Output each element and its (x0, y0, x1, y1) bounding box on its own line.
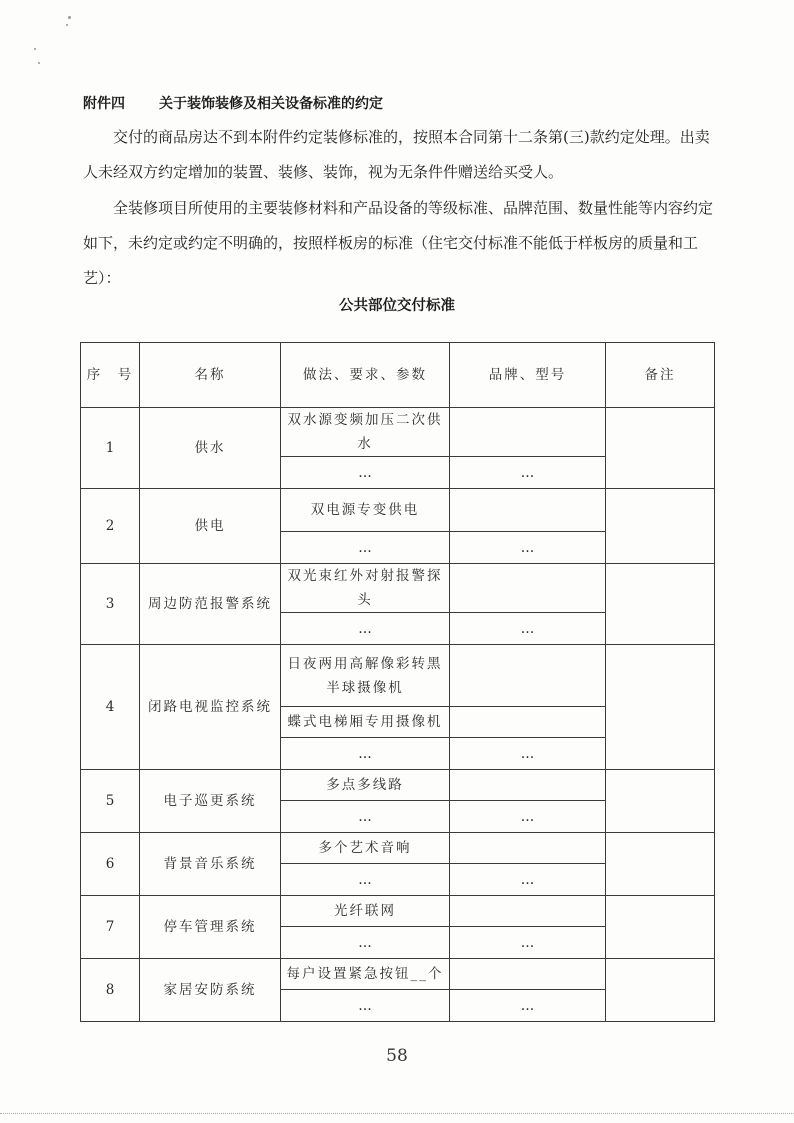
remark-cell (606, 489, 715, 564)
brand-cell: … (450, 457, 606, 489)
appendix-heading (83, 93, 383, 113)
scan-specks (30, 10, 90, 70)
row-number-cell: 4 (81, 645, 140, 770)
spec-cell: 日夜两用高解像彩转黑半球摄像机 (281, 645, 450, 707)
spec-cell: 蝶式电梯厢专用摄像机 (281, 707, 450, 738)
header-cell: 品牌、型号 (450, 343, 606, 408)
spec-cell: 双水源变频加压二次供水 (281, 408, 450, 457)
row-number-cell: 6 (81, 833, 140, 896)
paragraph (83, 120, 723, 190)
row-name-cell: 供水 (140, 408, 281, 489)
spec-cell: … (281, 613, 450, 645)
spec-cell: … (281, 801, 450, 833)
table-row (81, 959, 715, 990)
table-body (81, 408, 715, 1022)
spec-cell: … (281, 738, 450, 770)
header-cell: 做法、要求、参数 (281, 343, 450, 408)
row-name-cell: 家居安防系统 (140, 959, 281, 1022)
spec-cell: 光纤联网 (281, 896, 450, 927)
appendix-number: 附件四 (83, 96, 125, 112)
row-name-cell: 停车管理系统 (140, 896, 281, 959)
row-number-cell: 3 (81, 564, 140, 645)
brand-cell (450, 564, 606, 613)
remark-cell (606, 770, 715, 833)
brand-cell (450, 408, 606, 457)
brand-cell (450, 707, 606, 738)
brand-cell (450, 645, 606, 707)
header-cell: 备注 (606, 343, 715, 408)
row-name-cell: 周边防范报警系统 (140, 564, 281, 645)
spec-cell: 每户设置紧急按钮__个 (281, 959, 450, 990)
table-row (81, 770, 715, 801)
row-name-cell: 背景音乐系统 (140, 833, 281, 896)
brand-cell: … (450, 864, 606, 896)
brand-cell: … (450, 990, 606, 1022)
header-cell: 名称 (140, 343, 281, 408)
brand-cell (450, 833, 606, 864)
spec-cell: … (281, 990, 450, 1022)
brand-cell (450, 959, 606, 990)
row-number-cell: 5 (81, 770, 140, 833)
row-name-cell: 供电 (140, 489, 281, 564)
table-row (81, 645, 715, 707)
row-name-cell: 闭路电视监控系统 (140, 645, 281, 770)
brand-cell: … (450, 801, 606, 833)
brand-cell (450, 489, 606, 532)
row-name-cell: 电子巡更系统 (140, 770, 281, 833)
table-row (81, 408, 715, 457)
page-number: 58 (386, 1046, 408, 1066)
spec-cell: … (281, 927, 450, 959)
remark-cell (606, 833, 715, 896)
paragraph-text: 交付的商品房达不到本附件约定装修标准的，按照本合同第十二条第(三)款约定处理。出卖人未经双方约定增加的装置、装修、装饰，视为无条件件赠送给买受人。 (83, 128, 710, 181)
row-number-cell: 8 (81, 959, 140, 1022)
remark-cell (606, 564, 715, 645)
brand-cell: … (450, 532, 606, 564)
table-row (81, 489, 715, 532)
brand-cell: … (450, 738, 606, 770)
brand-cell (450, 896, 606, 927)
brand-cell: … (450, 927, 606, 959)
footer-divider (0, 1113, 794, 1114)
spec-cell: … (281, 457, 450, 489)
spec-cell: 多点多线路 (281, 770, 450, 801)
spec-cell: 多个艺术音响 (281, 833, 450, 864)
row-number-cell: 1 (81, 408, 140, 489)
spec-cell: … (281, 532, 450, 564)
remark-cell (606, 408, 715, 489)
remark-cell (606, 959, 715, 1022)
row-number-cell: 7 (81, 896, 140, 959)
spec-cell: … (281, 864, 450, 896)
table-row (81, 564, 715, 613)
table-title: 公共部位交付标准 (339, 298, 455, 314)
table-header-row (81, 343, 715, 408)
spec-cell: 双光束红外对射报警探头 (281, 564, 450, 613)
table-row (81, 833, 715, 864)
appendix-title: 关于装饰装修及相关设备标准的约定 (159, 96, 383, 112)
paragraph-text: 全装修项目所使用的主要装修材料和产品设备的等级标准、品牌范围、数量性能等内容约定如下，未约定或约定不明确的，按照样板房的标准（住宅交付标准不能低于样板房的质量和工艺）： (83, 199, 714, 287)
paragraph (83, 191, 723, 296)
delivery-standard-table (80, 342, 715, 1022)
row-number-cell: 2 (81, 489, 140, 564)
header-cell: 序 号 (81, 343, 140, 408)
brand-cell: … (450, 613, 606, 645)
brand-cell (450, 770, 606, 801)
table-row (81, 896, 715, 927)
remark-cell (606, 896, 715, 959)
remark-cell (606, 645, 715, 770)
spec-cell: 双电源专变供电 (281, 489, 450, 532)
